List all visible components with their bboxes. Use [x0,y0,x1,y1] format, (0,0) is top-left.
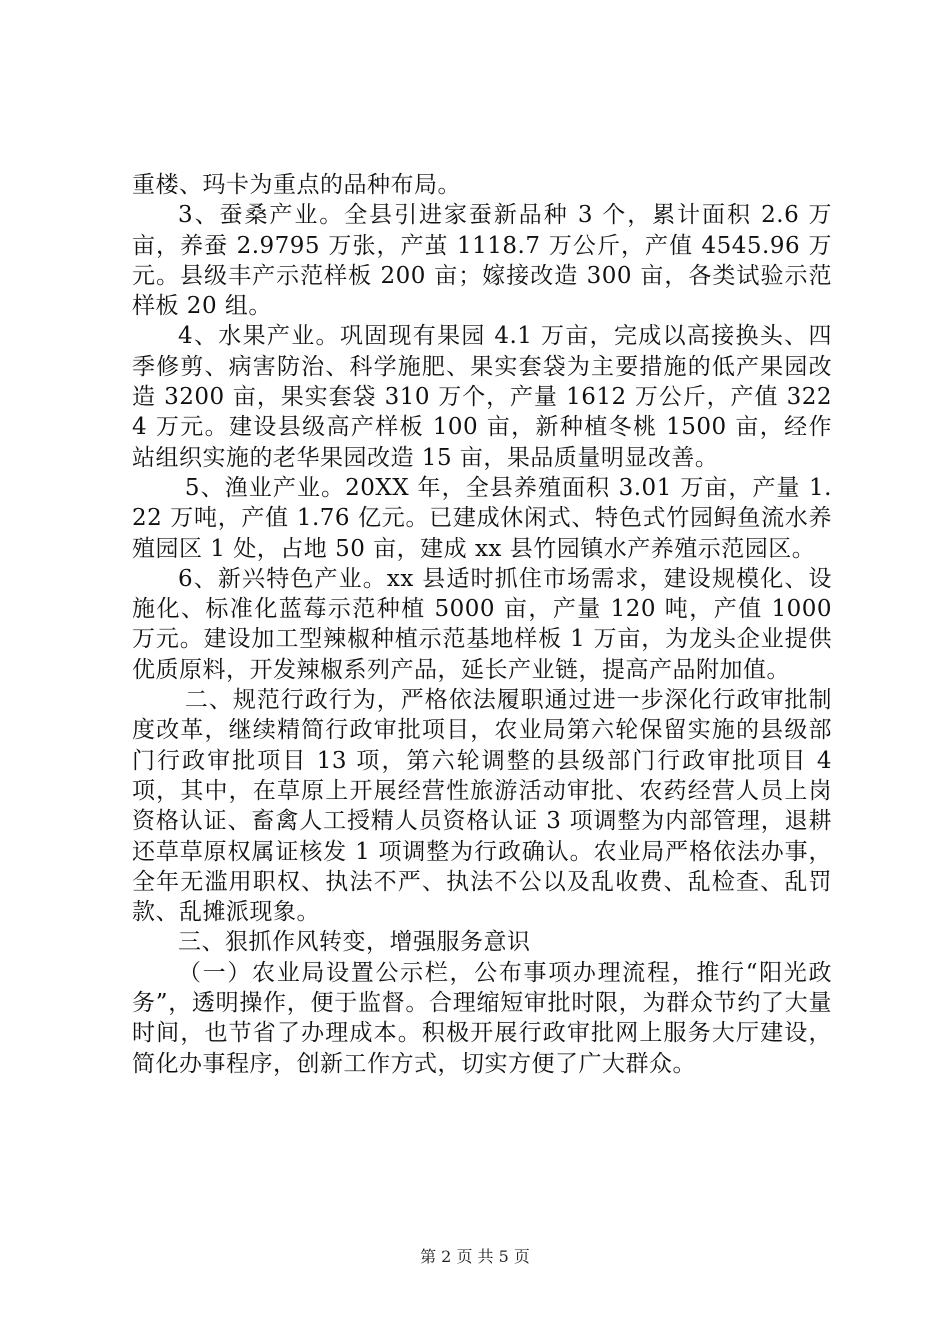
page-number-footer: 第 2 页 共 5 页 [420,1247,530,1266]
paragraph-continuation: 重楼、玛卡为重点的品种布局。 [132,172,461,198]
document-body [132,170,832,1079]
paragraph-public-notice: （一）农业局设置公示栏，公布事项办理流程，推行“阳光政务”，透明操作，便于监督。合理缩短审批时限，为群众节约了大量时间，也节省了办理成本。积极开展行政审批网上服务大厅建设，简化办事程序，创新工作方式，切实方便了广大群众。 [132,959,832,1077]
paragraph-emerging-industry: 6、新兴特色产业。xx 县适时抓住市场需求，建设规模化、设施化、标准化蓝莓示范种植 5000 亩，产量 120 吨，产值 1000 万元。建设加工型辣椒种植示范基地样板 1 万亩，为龙头企业提供优质原料，开发辣椒系列产品，延长产业链，提高产品附加值。 [132,565,832,683]
paragraph-fishery: 5、渔业产业。20XX 年，全县养殖面积 3.01 万亩，产量 1.22 万吨，产值 1.76 亿元。已建成休闲式、特色式竹园鲟鱼流水养殖园区 1 处，占地 50 亩，建成 xx 县竹园镇水产养殖示范园区。 [132,474,832,562]
paragraph-administrative-conduct: 二、规范行政行为，严格依法履职通过进一步深化行政审批制度改革，继续精简行政审批项目，农业局第六轮保留实施的县级部门行政审批项目 13 项，第六轮调整的县级部门行政审批项目 4 项，其中，在草原上开展经营性旅游活动审批、农药经营人员上岗资格认证、畜禽人工授精人员资格认证 3 项调整为内部管理，退耕还草草原权属证核发 1 项调整为行政确认。农业局严格依法办事，全年无滥用职权、执法不严、执法不公以及乱收费、乱检查、乱罚款、乱摊派现象。 [132,687,832,926]
section-heading-service: 三、狠抓作风转变，增强服务意识 [178,929,531,956]
paragraph-sericulture: 3、蚕桑产业。全县引进家蚕新品种 3 个，累计面积 2.6 万亩，养蚕 2.9795 万张，产茧 1118.7 万公斤，产值 4545.96 万元。县级丰产示范样板 200 亩；嫁接改造 300 亩，各类试验示范样板 20 组。 [132,202,832,320]
paragraph-fruit-industry: 4、水果产业。巩固现有果园 4.1 万亩，完成以高接换头、四季修剪、病害防治、科学施肥、果实套袋为主要措施的低产果园改造 3200 亩，果实套袋 310 万个，产量 1612 万公斤，产值 3224 万元。建设县级高产样板 100 亩，新种植冬桃 1500 亩，经作站组织实施的老华果园改造 15 亩，果品质量明显改善。 [132,323,832,471]
